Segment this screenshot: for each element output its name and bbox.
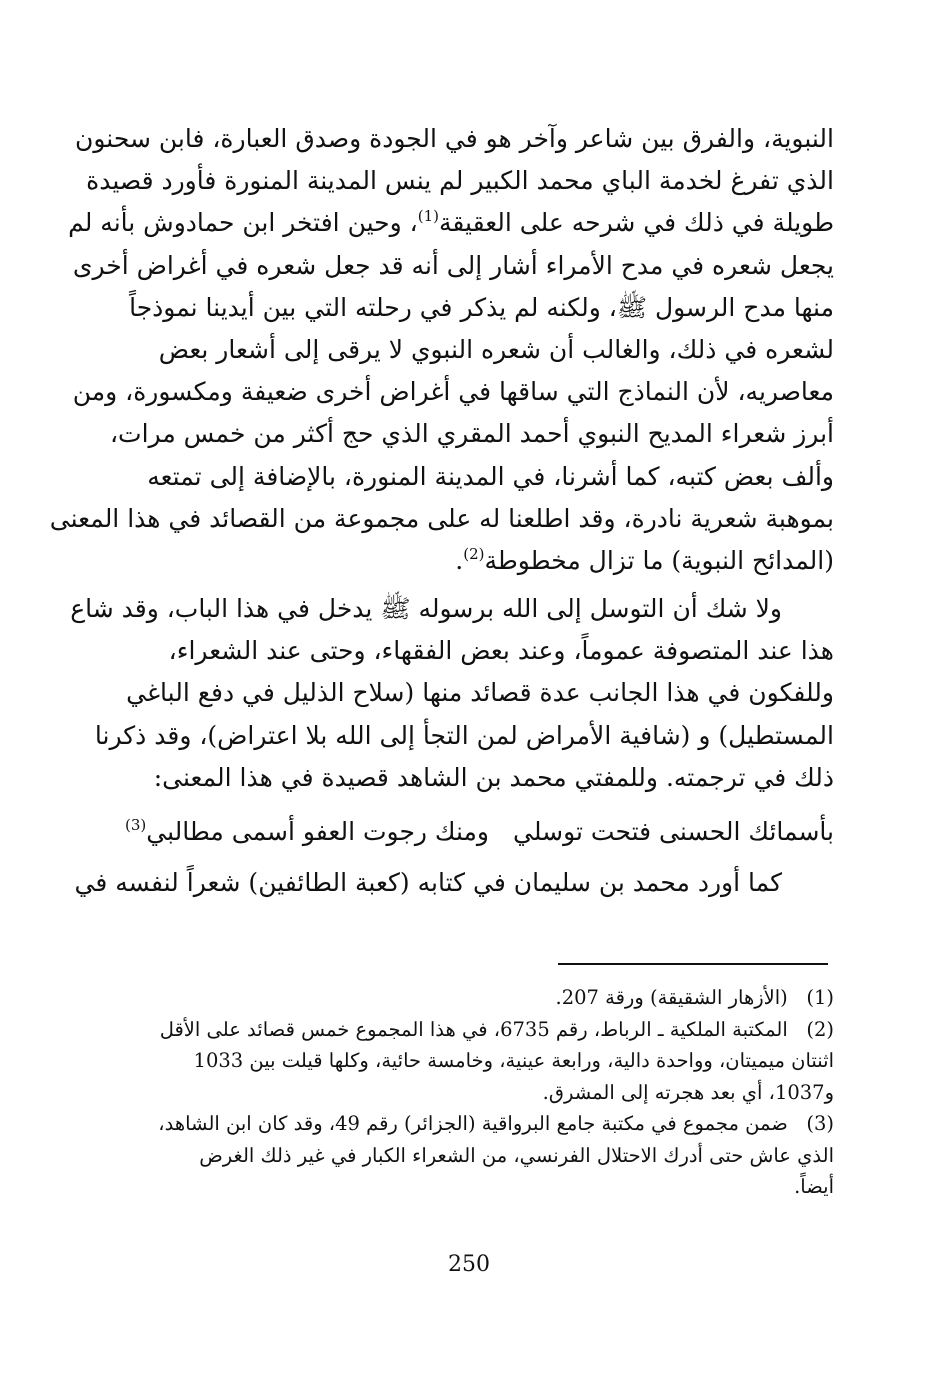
text-segment: طويلة في ذلك في شرحه على العقيقة (438, 208, 834, 238)
footnote-line (92, 1014, 834, 1046)
text-segment: . (455, 546, 464, 576)
text-segment: ، وحين افتخر ابن حمادوش بأنه لم (68, 208, 418, 238)
text-line: أبرز شعراء المديح النبوي أحمد المقري الذي حج أكثر من خمس مرات، (109, 419, 834, 449)
footnote-number: (1) (806, 986, 834, 1009)
text-line: بموهبة شعرية نادرة، وقد اطلعنا له على مجموعة من القصائد في هذا المعنى (49, 503, 834, 533)
footnote-text: ضمن مجموع في مكتبة جامع البرواقية (الجزائر) رقم 49، وقد كان ابن الشاهد، (158, 1112, 788, 1135)
footnote-line: و1037، أي بعد هجرته إلى المشرق. (542, 1080, 834, 1104)
text-line: لشعره في ذلك، والغالب أن شعره النبوي لا يرقى إلى أشعار بعض (158, 335, 834, 365)
footnote-line: أيضاً. (794, 1175, 834, 1198)
text-line: ذلك في ترجمته. وللمفتي محمد بن الشاهد قصيدة في هذا المعنى: (153, 762, 834, 792)
text-line: معاصريه، لأن النماذج التي ساقها في أغراض أخرى ضعيفة ومكسورة، ومن (72, 377, 834, 407)
text-segment: ومنك رجوت العفو أسمى مطالبي (146, 817, 489, 846)
text-line: يجعل شعره في مدح الأمراء أشار إلى أنه قد جعل شعره في أغراض أخرى (72, 250, 834, 280)
footnote-ref-2[interactable]: (2) (463, 545, 485, 564)
text-line: منها مدح الرسول ﷺ، ولكنه لم يذكر في رحلته التي بين أيدينا نموذجاً (129, 292, 834, 322)
text-line: المستطيل) و (شافية الأمراض لمن التجأ إلى الله بلا اعتراض)، وقد ذكرنا (94, 720, 834, 750)
text-segment: (المدائح النبوية) ما تزال مخطوطة (484, 546, 834, 576)
footnote-2 (92, 1014, 834, 1109)
footnote-ref-3[interactable]: (3) (125, 816, 147, 834)
text-line: وللفكون في هذا الجانب عدة قصائد منها (سلاح الذليل في دفع الباغي (126, 678, 834, 708)
footnote-ref-1[interactable]: (1) (417, 207, 439, 226)
paragraph-1 (49, 118, 834, 582)
text-line: وألف بعض كتبه، كما أشرنا، في المدينة المنورة، بالإضافة إلى تمتعه (147, 461, 834, 491)
text-line: كما أورد محمد بن سليمان في كتابه (كعبة الطائفين) شعراً لنفسه في (74, 868, 782, 897)
footnote-1 (92, 982, 834, 1014)
footnotes (92, 982, 834, 1203)
text-line (68, 202, 834, 244)
footnote-number: (3) (806, 1112, 834, 1135)
paragraph-2 (70, 588, 834, 799)
text-line: النبوية، والفرق بين شاعر وآخر هو في الجودة وصدق العبارة، فابن سحنون (75, 124, 834, 153)
text-line: هذا عند المتصوفة عموماً، وعند بعض الفقهاء، وحتى عند الشعراء، (168, 636, 834, 666)
footnote-line: الذي عاش حتى أدرك الاحتلال الفرنسي، من الشعراء الكبار في غير ذلك الغرض (199, 1143, 834, 1167)
text-line: ولا شك أن التوسل إلى الله برسوله ﷺ يدخل في هذا الباب، وقد شاع (70, 594, 782, 623)
footnote-line (92, 982, 834, 1014)
page-number: 250 (448, 1252, 490, 1277)
footnote-text: (الأزهار الشقيقة) ورقة 207. (555, 986, 788, 1009)
footnote-divider (558, 963, 828, 965)
footnote-text: المكتبة الملكية ـ الرباط، رقم 6735، في هذا المجموع خمس قصائد على الأقل (159, 1017, 788, 1041)
paragraph-3 (74, 862, 834, 904)
footnote-3 (92, 1108, 834, 1203)
text-line: الذي تفرغ لخدمة الباي محمد الكبير لم ينس المدينة المنورة فأورد قصيدة (86, 166, 834, 196)
footnote-line: اثنتان ميميتان، وواحدة دالية، ورابعة عينية، وخامسة حائية، وكلها قيلت بين 1033 (193, 1049, 834, 1072)
footnote-number: (2) (806, 1017, 834, 1041)
text-line (92, 540, 834, 582)
footnote-line (92, 1108, 834, 1140)
verse-hemistich-2 (125, 812, 489, 852)
verse-hemistich-1: بأسمائك الحسنى فتحت توسلي (513, 817, 834, 846)
poem-verse (92, 812, 834, 852)
